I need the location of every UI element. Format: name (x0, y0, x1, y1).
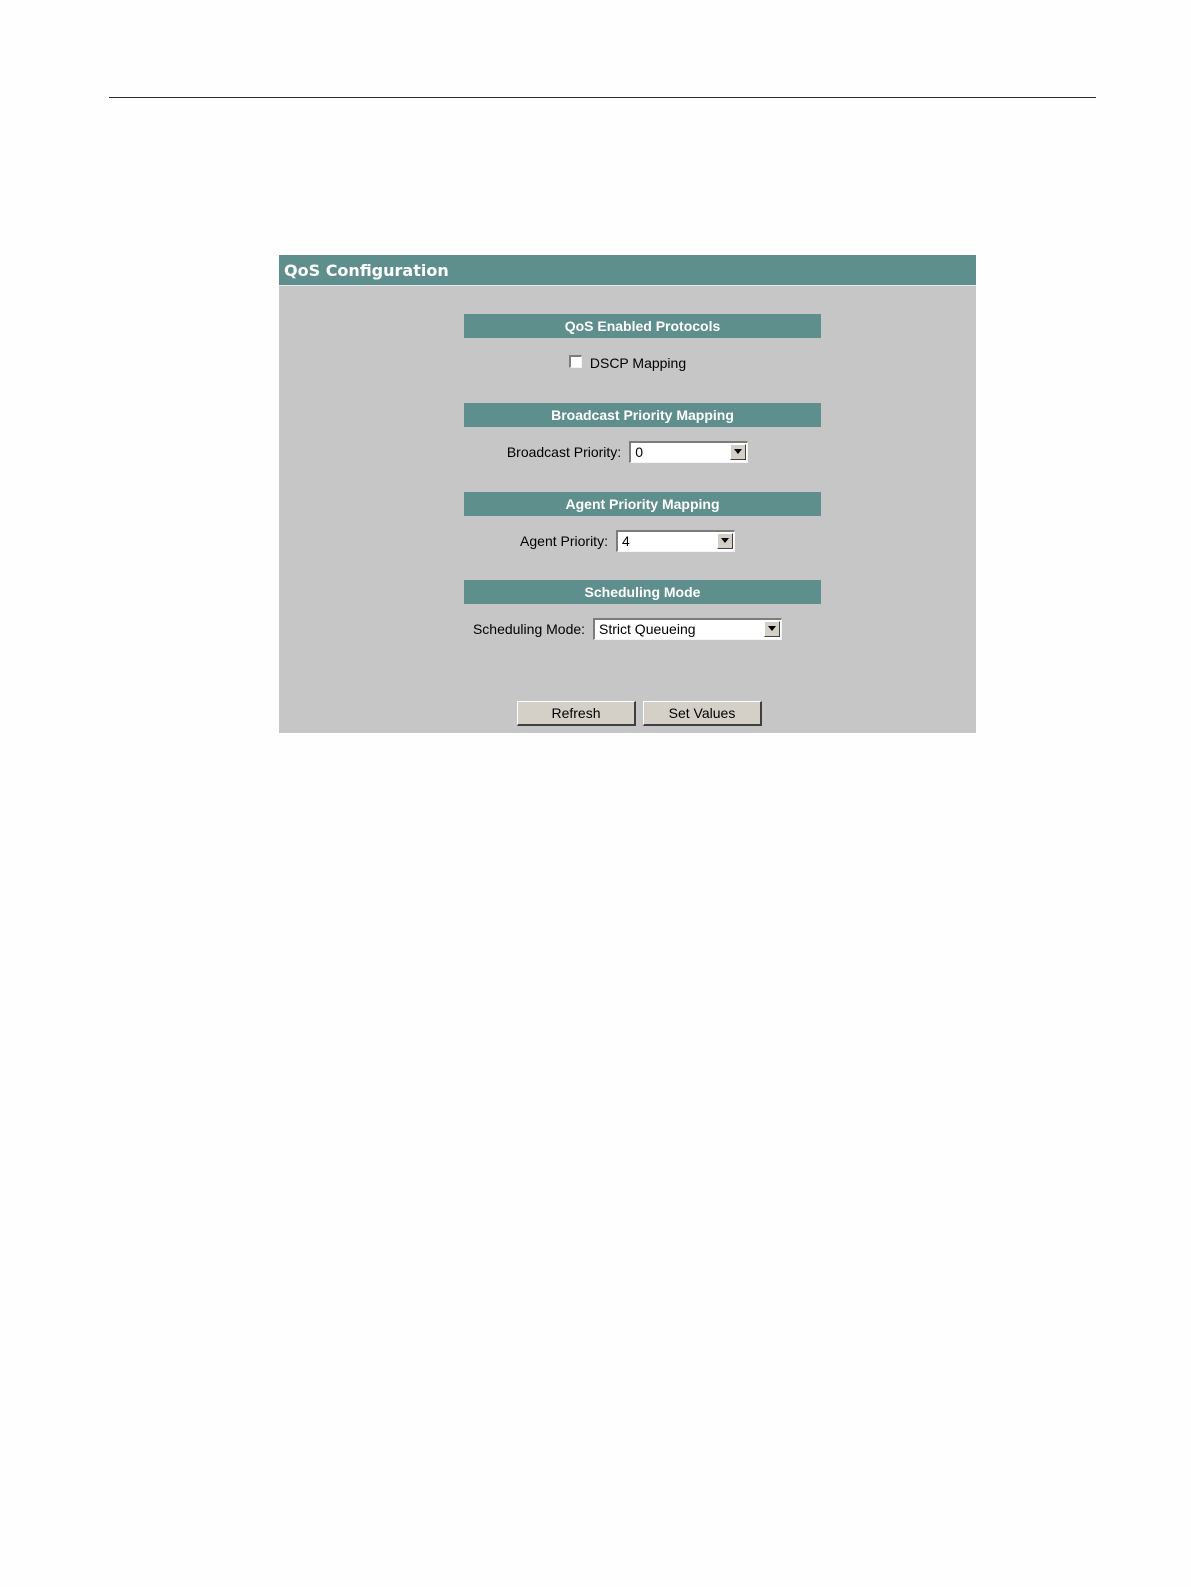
agent-priority-dropdown-button[interactable] (717, 533, 733, 549)
broadcast-priority-dropdown-button[interactable] (730, 444, 746, 460)
chevron-down-icon (721, 538, 729, 543)
agent-priority-select[interactable] (616, 530, 735, 552)
broadcast-priority-select[interactable] (629, 441, 748, 463)
chevron-down-icon (768, 626, 776, 631)
broadcast-priority-label: Broadcast Priority: (506, 444, 622, 460)
qos-configuration-panel (279, 255, 976, 733)
chevron-down-icon (734, 449, 742, 454)
agent-priority-row (279, 529, 976, 553)
section-header-agent-priority-mapping: Agent Priority Mapping (464, 492, 821, 516)
panel-title: QoS Configuration (279, 255, 976, 286)
scheduling-mode-value: Strict Queueing (599, 621, 696, 637)
scheduling-mode-label: Scheduling Mode: (472, 621, 586, 637)
dscp-mapping-checkbox[interactable] (569, 355, 582, 368)
refresh-button[interactable]: Refresh (517, 701, 636, 726)
scheduling-mode-dropdown-button[interactable] (764, 621, 780, 637)
page-header-rule (109, 97, 1096, 98)
agent-priority-label: Agent Priority: (520, 533, 608, 549)
scheduling-mode-row (279, 617, 976, 641)
broadcast-priority-value: 0 (635, 444, 643, 460)
broadcast-priority-row (279, 440, 976, 464)
section-header-broadcast-priority-mapping: Broadcast Priority Mapping (464, 403, 821, 427)
scheduling-mode-select[interactable] (593, 618, 782, 640)
set-values-button[interactable]: Set Values (643, 701, 762, 726)
dscp-mapping-label: DSCP Mapping (589, 355, 687, 371)
section-header-qos-enabled-protocols: QoS Enabled Protocols (464, 314, 821, 338)
section-header-scheduling-mode: Scheduling Mode (464, 580, 821, 604)
agent-priority-value: 4 (621, 533, 630, 549)
dscp-mapping-row (279, 351, 976, 375)
